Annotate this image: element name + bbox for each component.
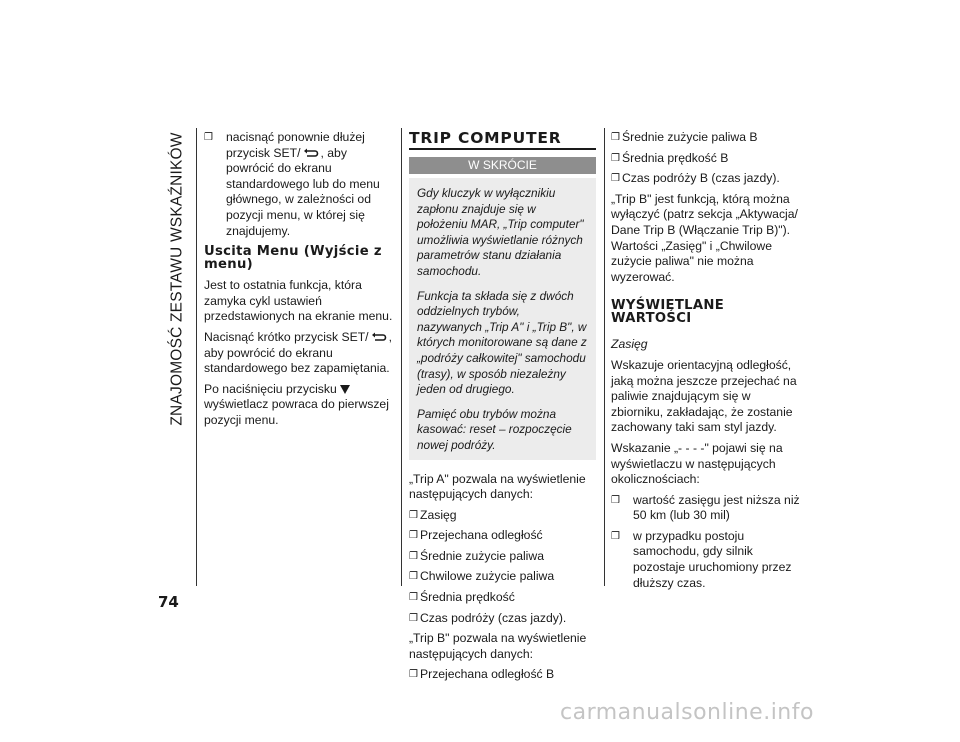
column-divider-2 <box>604 128 605 586</box>
column-1 <box>204 130 394 434</box>
list-item: ❒ wartość zasięgu jest niższa niż 50 km (lub 30 mil) <box>611 493 801 524</box>
list-item-text: , aby powrócić do ekranu standardowego lub do menu głównego, w zależności od pozycji menu, w której się znajdujemy. <box>226 145 380 238</box>
set-return-icon <box>371 332 387 342</box>
list-item: ❒ Średnia prędkość <box>409 590 596 606</box>
list-item: ❒ Czas podróży (czas jazdy). <box>409 611 596 627</box>
list-item: ❒ Czas podróży B (czas jazdy). <box>611 171 801 187</box>
paragraph: „Trip A" pozwala na wyświetlenie następujących danych: <box>409 471 586 502</box>
list-item: ❒ Średnie zużycie paliwa <box>409 549 596 565</box>
column-divider-1 <box>401 128 402 586</box>
list-item: ❒ Średnia prędkość B <box>611 151 801 167</box>
list-item <box>204 130 394 239</box>
chapter-divider <box>196 128 197 586</box>
arrow-down-icon <box>340 385 350 394</box>
list-item-text: nacisnąć ponownie dłużej przycisk SET/ <box>226 130 365 160</box>
list-item: ❒ w przypadku postoju samochodu, gdy silnik pozostaje uruchomiony przez dłuższy czas. <box>611 529 801 591</box>
paragraph: „Trip B" pozwala na wyświetlenie następujących danych: <box>409 631 587 661</box>
column-2 <box>409 130 596 688</box>
paragraph: Wskazuje orientacyjną odległość, jaką można jeszcze przejechać na paliwie znajdującym się w zbiorniku, zakładając, że zostanie zachowany taki sam styl jazdy. <box>611 357 797 435</box>
summary-paragraph: Gdy kluczyk w wyłącznikiu zapłonu znajduje się w położeniu MAR, „Trip computer" umożliwia wyświetlanie różnych parametrów stanu działania samochodu. <box>417 186 584 278</box>
summary-box <box>409 178 596 460</box>
section-heading: Uscita Menu (Wyjście z menu) <box>204 244 382 273</box>
list-item: ❒ Średnie zużycie paliwa B <box>611 130 801 146</box>
watermark: carmanualsonline.info <box>560 700 814 725</box>
section-heading: WYŚWIETLANE WARTOŚCI <box>611 298 725 327</box>
paragraph: Nacisnąć krótko przycisk SET/ , aby powrócić do ekranu standardowego bez zapamiętania. <box>204 329 392 376</box>
summary-paragraph: Pamięć obu trybów można kasować: reset – rozpoczęcie nowej podróży. <box>417 406 572 452</box>
summary-paragraph: Funkcja ta składa się z dwóch oddzielnych trybów, nazywanych „Trip A" i „Trip B", w których monitorowane są dane z „podróży całkowitej" samochodu (trasy), w sposób niezależny jeden od drugiego. <box>417 288 587 397</box>
list-item: ❒ Chwilowe zużycie paliwa <box>409 569 596 585</box>
set-return-icon <box>303 148 319 158</box>
paragraph: Jest to ostatnia funkcja, która zamyka cykl ustawień przedstawionych na ekranie menu. <box>204 278 393 324</box>
chapter-title <box>164 128 192 430</box>
chapter-title-text: ZNAJOMOŚĆ ZESTAWU WSKAŹNIKÓW <box>169 132 186 426</box>
page-number: 74 <box>158 593 179 611</box>
list-item: ❒ Przejechana odległość <box>409 528 596 544</box>
paragraph: „Trip B" jest funkcją, którą można wyłączyć (patrz sekcja „Aktywacja/ Dane Trip B (Włączanie Trip B)"). Wartości „Zasięg" i „Chwilowe zużycie paliwa" nie można wyzerować. <box>611 191 798 284</box>
list-item: ❒ Zasięg <box>409 508 596 524</box>
subheading: Zasięg <box>611 337 648 352</box>
section-title: TRIP COMPUTER <box>409 130 596 150</box>
list-item: ❒ Przejechana odległość B <box>409 667 596 683</box>
summary-header: W SKRÓCIE <box>409 157 596 174</box>
column-3 <box>611 130 801 596</box>
paragraph: Wskazanie „- - - -" pojawi się na wyświetlaczu w następujących okolicznościach: <box>611 440 783 487</box>
paragraph: Po naciśnięciu przycisku wyświetlacz powraca do pierwszej pozycji menu. <box>204 381 389 427</box>
